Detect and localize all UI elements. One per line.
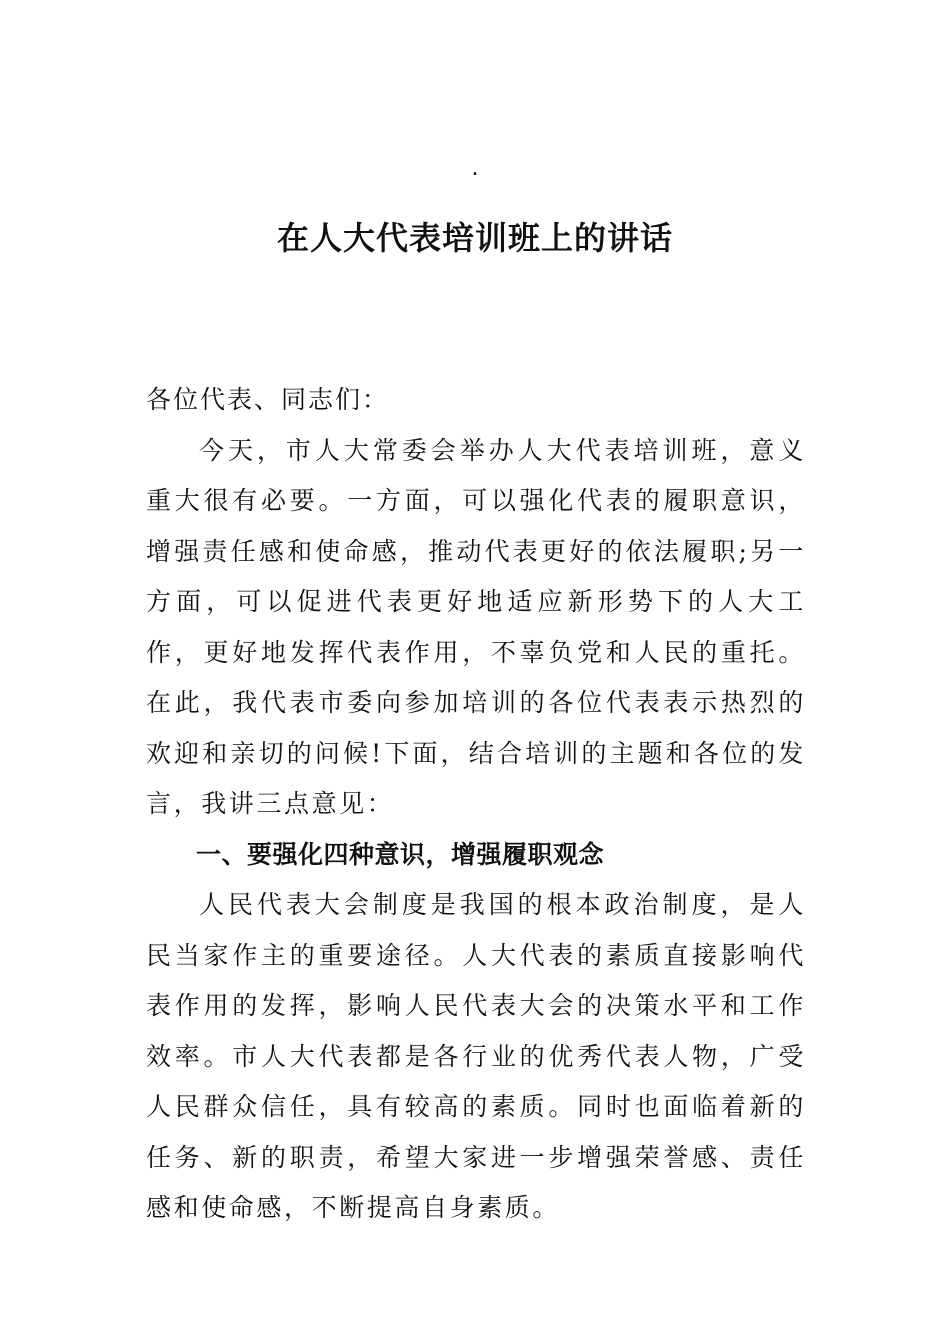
paragraph-section-1: 人民代表大会制度是我国的根本政治制度，是人民当家作主的重要途径。人大代表的素质直接影响代表作用的发挥，影响人民代表大会的决策水平和工作效率。市人大代表都是各行业的优秀代表人物，广受人民群众信任，具有较高的素质。同时也面临着新的任务、新的职责，希望大家进一步增强荣誉感、责任感和使命感，不断提高自身素质。 (146, 890, 806, 1222)
document-body (146, 375, 806, 1234)
section-heading-1: 一、要强化四种意识，增强履职观念 (196, 839, 605, 869)
paragraph-intro: 今天，市人大常委会举办人大代表培训班，意义重大很有必要。一方面，可以强化代表的履职意识，增强责任感和使命感，推动代表更好的依法履职;另一方面，可以促进代表更好地适应新形势下的人大工作，更好地发挥代表作用，不辜负党和人民的重托。在此，我代表市委向参加培训的各位代表表示热烈的欢迎和亲切的问候!下面，结合培训的主题和各位的发言，我讲三点意见： (146, 435, 806, 818)
header-mark: . (471, 156, 479, 181)
document-title: 在人大代表培训班上的讲话 (276, 219, 673, 257)
salutation: 各位代表、同志们： (146, 385, 390, 414)
